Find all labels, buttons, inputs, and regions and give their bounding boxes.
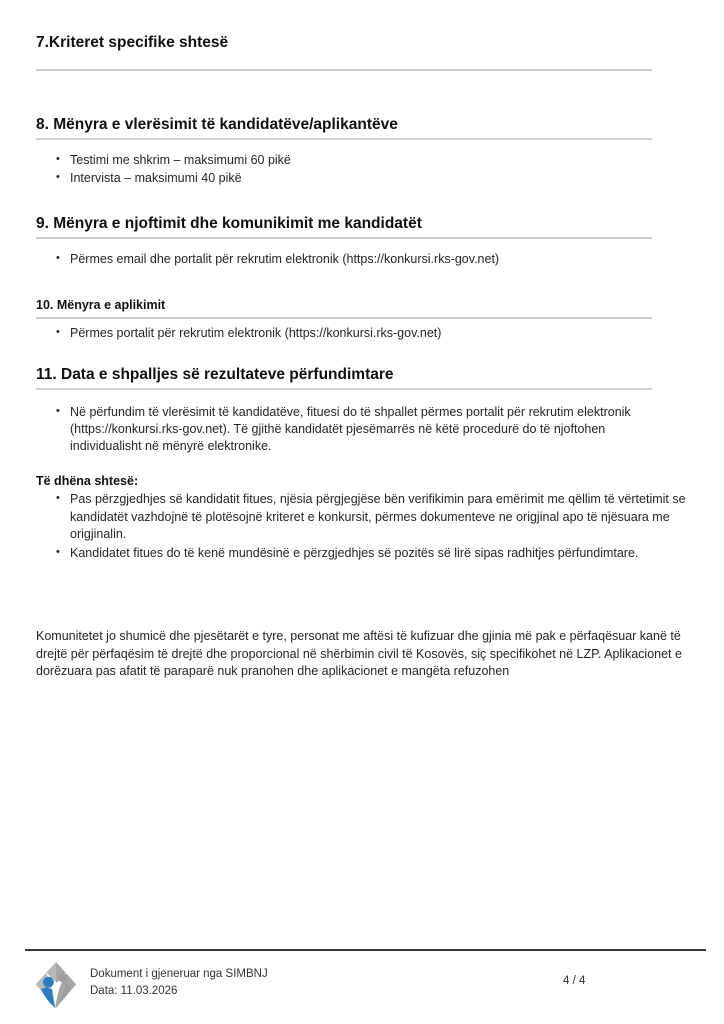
bullet-item: • Përmes portalit për rekrutim elektronik (https://konkursi.rks-gov.net) [36, 325, 662, 342]
bullet-item: • Në përfundim të vlerësimit të kandidatëve, fituesi do të shpallet përmes portalit për rekrutim elektronik (https://konkursi.rks-gov.net). Të gjithë kandidatët pjesëmarrës në këtë procedurë do të njoftohen individualisht në mënyrë elektronike. [36, 404, 662, 455]
bullet-item: • Pas përzgjedhjes së kandidatit fitues, njësia përgjegjëse bën verifikimin para emërimit me qëllim të vërtetimit se kandidatët vazhdojnë të plotësojnë kriteret e konkursit, përmes dokumenteve ne origjinal apo të njësuara me origjinalin. [36, 491, 690, 544]
closing-paragraph: Komunitetet jo shumicë dhe pjesëtarët e tyre, personat me aftësi të kufizuar dhe gjinia më pak e përfaqësuar kanë të drejtë për përfaqësim të drejtë dhe proporcional në shërbimin civil të Kosovës, siç specifikohet në LZP. Aplikacionet e dorëzuara pas afatit të paraparë nuk pranohen dhe aplikacionet e mangëta refuzohen [36, 629, 682, 678]
footer-divider [25, 949, 706, 951]
additional-data-heading: Të dhëna shtesë: [36, 474, 139, 488]
additional-data-section [36, 473, 692, 562]
section-11-bullet-list [36, 404, 692, 455]
bullet-item: • Përmes email dhe portalit për rekrutim elektronik (https://konkursi.rks-gov.net) [36, 251, 662, 268]
section-8-heading: 8. Mënyra e vlerësimit të kandidatëve/aplikantëve [36, 115, 652, 140]
bullet-item: • Kandidatet fitues do të kenë mundësinë e përzgjedhjes së pozitës së lirë sipas radhitjes përfundimtare. [36, 545, 690, 563]
additional-data-bullet-list [36, 491, 692, 562]
section-11-heading: 11. Data e shpalljes së rezultateve përfundimtare [36, 365, 652, 390]
bullet-item: • Intervista – maksimumi 40 pikë [36, 170, 662, 187]
section-10-bullet-list [36, 325, 692, 342]
simbnj-logo-icon [33, 960, 79, 1010]
section-9 [36, 214, 692, 268]
section-11 [36, 365, 692, 455]
section-8 [36, 115, 692, 187]
section-7-divider [36, 69, 652, 71]
section-9-heading: 9. Mënyra e njoftimit dhe komunikimit me kandidatët [36, 214, 652, 239]
section-9-bullet-list [36, 251, 692, 268]
section-10 [36, 298, 692, 342]
footer-generated-info [90, 966, 268, 1000]
section-8-bullet-list [36, 152, 692, 187]
page-number: 4 / 4 [563, 975, 586, 987]
bullet-item: • Testimi me shkrim – maksimumi 60 pikë [36, 152, 662, 169]
section-10-heading: 10. Mënyra e aplikimit [36, 298, 652, 319]
footer-date-line: Data: 11.03.2026 [90, 985, 178, 997]
section-7-heading: 7.Kriteret specifike shtesë [36, 34, 229, 51]
section-7 [36, 33, 692, 71]
footer-generated-line: Dokument i gjeneruar nga SIMBNJ [90, 968, 268, 980]
